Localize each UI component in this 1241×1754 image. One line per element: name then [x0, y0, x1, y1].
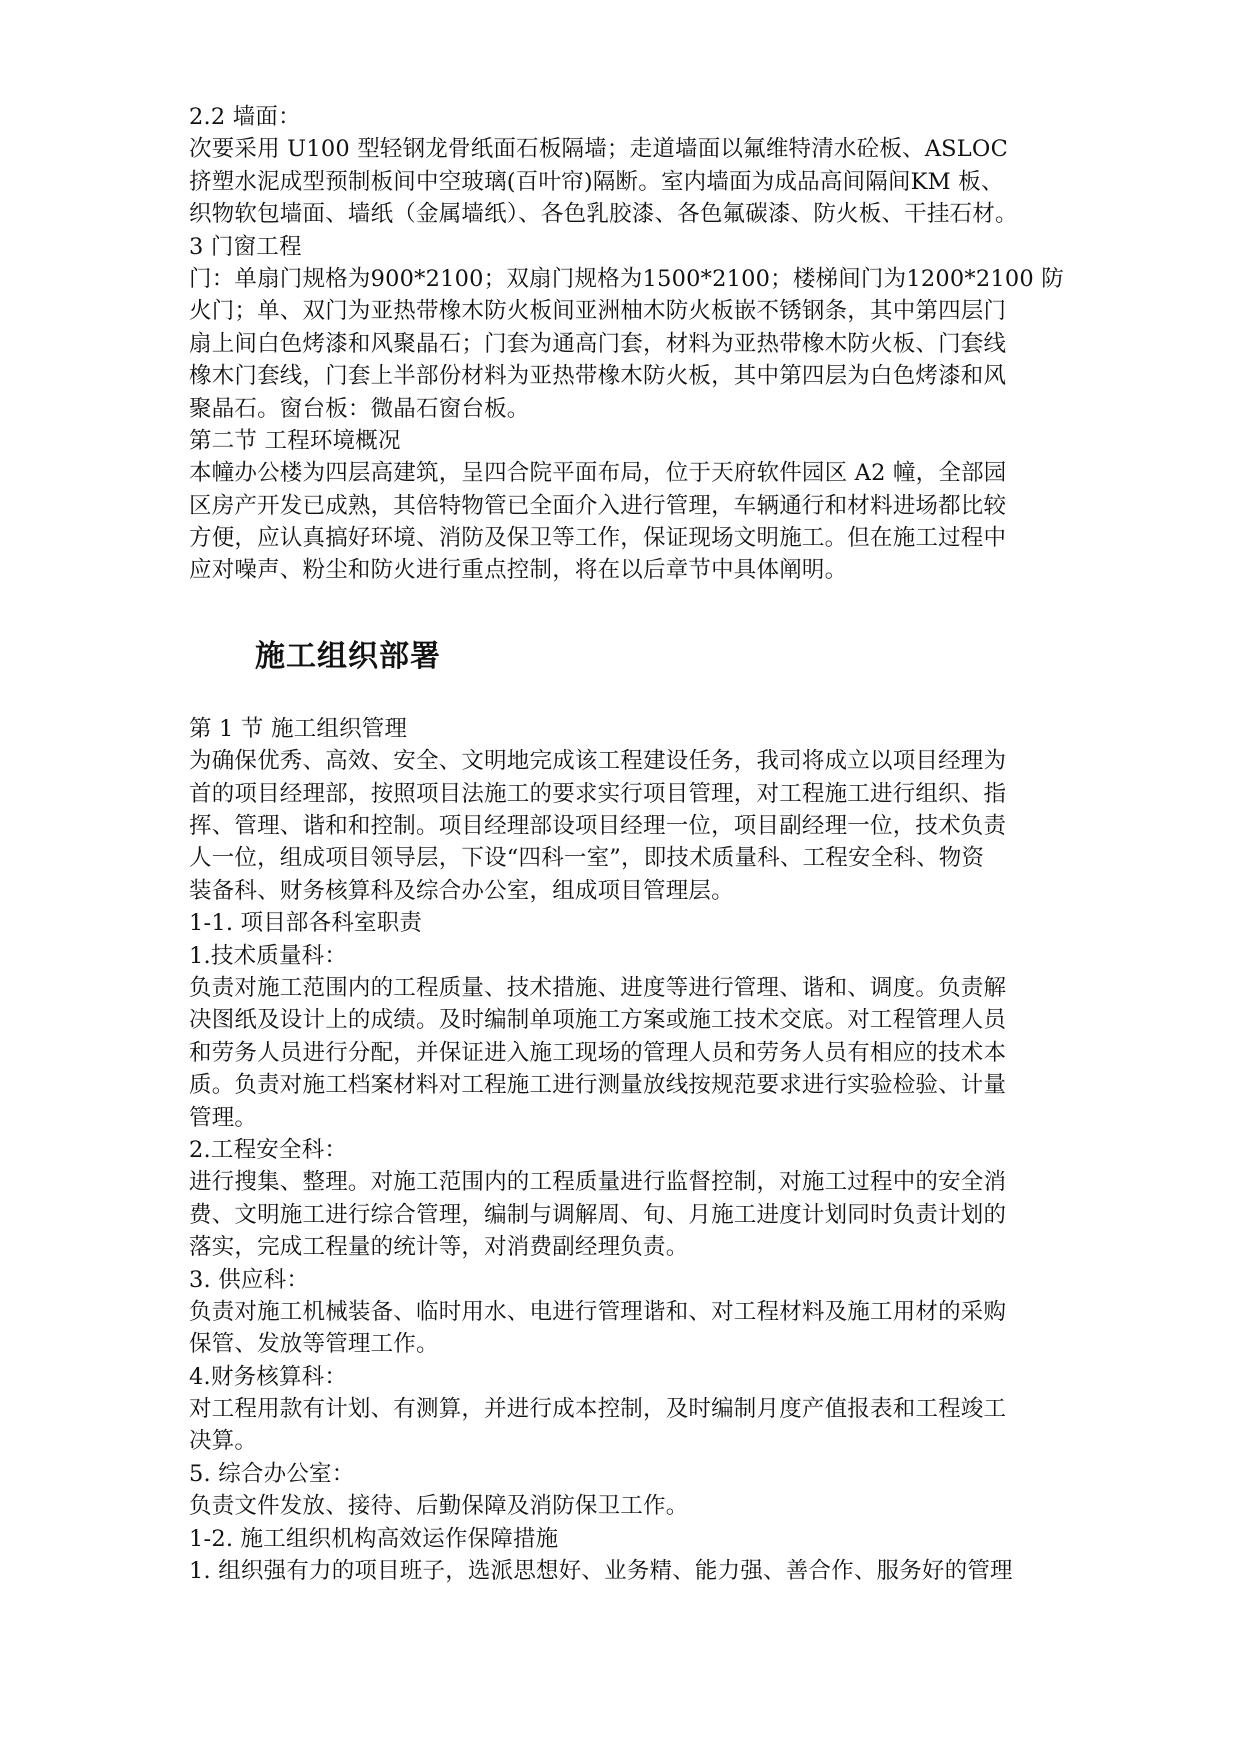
text-line: 方便，应认真搞好环境、消防及保卫等工作，保证现场文明施工。但在施工过程中: [189, 525, 1007, 552]
text-line: 质。负责对施工档案材料对工程施工进行测量放线按规范要求进行实验检验、计量: [189, 1072, 1007, 1099]
text-line: 进行搜集、整理。对施工范围内的工程质量进行监督控制，对施工过程中的安全消: [189, 1169, 1007, 1196]
text-line: 落实，完成工程量的统计等，对消费副经理负责。: [189, 1234, 689, 1261]
text-line: 负责对施工范围内的工程质量、技术措施、进度等进行管理、谐和、调度。负责解: [189, 974, 1007, 1001]
section-title: 施工组织部署: [255, 638, 441, 674]
text-line: 聚晶石。窗台板：微晶石窗台板。: [189, 395, 530, 422]
text-line: 人一位，组成项目领导层，下设“四科一室”，即技术质量科、工程安全科、物资: [189, 845, 985, 872]
text-line: 4.财务核算科：: [189, 1363, 348, 1390]
top-section: [189, 101, 1104, 587]
text-line: 应对噪声、粉尘和防火进行重点控制，将在以后章节中具体阐明。: [189, 557, 848, 584]
text-line: 第 1 节 施工组织管理: [189, 715, 408, 742]
text-line: 1-2. 施工组织机构高效运作保障措施: [189, 1525, 559, 1552]
text-line: 第二节 工程环境概况: [189, 427, 401, 454]
text-line: 门：单扇门规格为900*2100；双扇门规格为1500*2100；楼梯间门为1200*2100 防: [189, 265, 1064, 292]
text-line: 为确保优秀、高效、安全、文明地完成该工程建设任务，我司将成立以项目经理为: [189, 748, 1007, 775]
text-line: 挥、管理、谐和和控制。项目经理部设项目经理一位，项目副经理一位，技术负责: [189, 813, 1007, 840]
text-line: 5. 综合办公室：: [189, 1460, 355, 1487]
text-line: 扇上间白色烤漆和风聚晶石；门套为通高门套，材料为亚热带橡木防火板、门套线: [189, 330, 1007, 357]
text-line: 首的项目经理部，按照项目法施工的要求实行项目管理，对工程施工进行组织、指: [189, 780, 1007, 807]
text-line: 负责文件发放、接待、后勤保障及消防保卫工作。: [189, 1493, 689, 1520]
text-line: 管理。: [189, 1104, 258, 1131]
text-line: 橡木门套线，门套上半部份材料为亚热带橡木防火板，其中第四层为白色烤漆和风: [189, 363, 1007, 390]
document-content: [189, 101, 1104, 1587]
text-line: 区房产开发已成熟，其倍特物管已全面介入进行管理，车辆通行和材料进场都比较: [189, 492, 1007, 519]
text-line: 2.工程安全科：: [189, 1136, 348, 1163]
text-line: 3 门窗工程: [189, 233, 302, 260]
text-line: 决图纸及设计上的成绩。及时编制单项施工方案或施工技术交底。对工程管理人员: [189, 1007, 1007, 1034]
text-line: 负责对施工机械装备、临时用水、电进行管理谐和、对工程材料及施工用材的采购: [189, 1298, 1007, 1325]
text-line: 和劳务人员进行分配，并保证进入施工现场的管理人员和劳务人员有相应的技术本: [189, 1039, 1007, 1066]
text-line: 1. 组织强有力的项目班子，选派思想好、业务精、能力强、善合作、服务好的管理: [189, 1558, 1013, 1585]
text-line: 对工程用款有计划、有测算，并进行成本控制，及时编制月度产值报表和工程竣工: [189, 1396, 1007, 1423]
bottom-section: [189, 713, 1104, 1588]
text-line: 保管、发放等管理工作。: [189, 1331, 439, 1358]
text-line: 本幢办公楼为四层高建筑，呈四合院平面布局，位于天府软件园区 A2 幢，全部园: [189, 460, 1007, 487]
text-line: 装备科、财务核算科及综合办公室，组成项目管理层。: [189, 877, 734, 904]
text-line: 费、文明施工进行综合管理，编制与调解周、旬、月施工进度计划同时负责计划的: [189, 1201, 1007, 1228]
text-line: 次要采用 U100 型轻钢龙骨纸面石板隔墙；走道墙面以氟维特清水砼板、ASLOC: [189, 136, 1008, 163]
text-line: 火门；单、双门为亚热带橡木防火板间亚洲柚木防火板嵌不锈钢条，其中第四层门: [189, 298, 1007, 325]
text-line: 织物软包墙面、墙纸（金属墙纸）、各色乳胶漆、各色氟碳漆、防火板、干挂石材。: [189, 201, 1018, 228]
text-line: 挤塑水泥成型预制板间中空玻璃(百叶帘)隔断。室内墙面为成品高间隔间KM 板、: [189, 168, 1004, 195]
text-line: 1.技术质量科：: [189, 942, 348, 969]
text-line: 3. 供应科：: [189, 1266, 310, 1293]
text-line: 1-1. 项目部各科室职责: [189, 910, 423, 937]
text-line: 2.2 墙面：: [189, 104, 301, 130]
text-line: 决算。: [189, 1428, 258, 1455]
